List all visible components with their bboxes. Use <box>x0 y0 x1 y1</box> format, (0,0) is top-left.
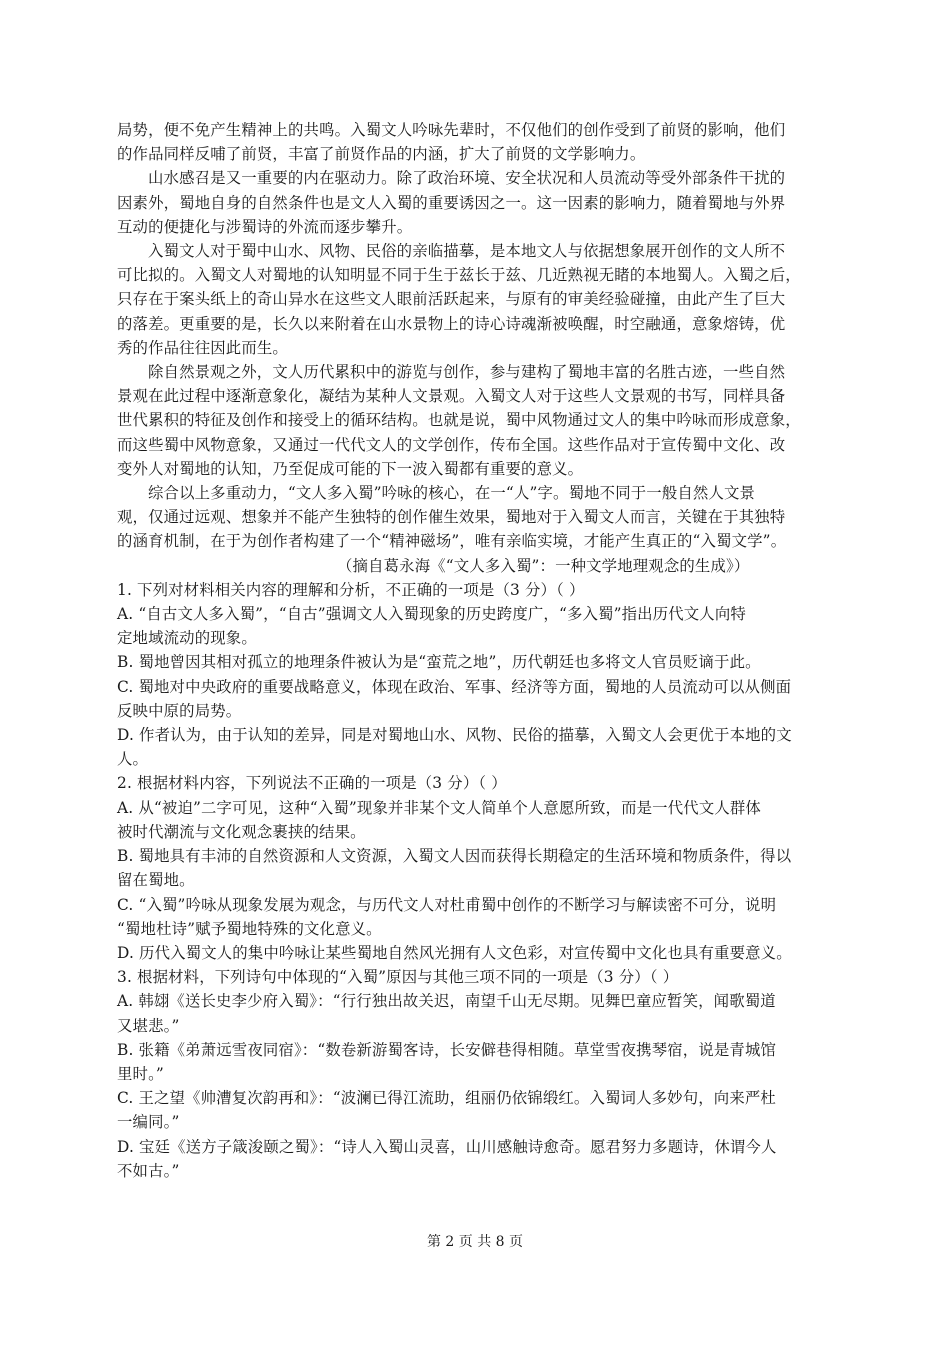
option-line: A. 从“被迫”二字可见，这种“入蜀”现象并非某个文人简单个人意愿所致，而是一代代文人群体 <box>117 798 761 817</box>
text-line: 的涵育机制，在于为创作者构建了一个“精神磁场”，唯有亲临实境，才能产生真正的“入蜀文学”。 <box>117 532 787 551</box>
text-line: 可比拟的。入蜀文人对蜀地的认知明显不同于生于兹长于兹、几近熟视无睹的本地蜀人。入蜀之后， <box>117 266 801 285</box>
text-line: 景观在此过程中逐渐意象化，凝结为某种人文景观。入蜀文人对于这些人文景观的书写，同样具备 <box>117 387 786 406</box>
page-number: 第 2 页 共 8 页 <box>426 1234 524 1250</box>
option-d[interactable] <box>117 1135 837 1183</box>
text-line: 入蜀文人对于蜀中山水、风物、民俗的亲临描摹，是本地文人与依据想象展开创作的文人所不 <box>148 242 786 261</box>
question-stem: 2. 根据材料内容，下列说法不正确的一项是（3 分）（ ） <box>117 774 507 793</box>
option-line: 定地域流动的现象。 <box>117 629 257 648</box>
text-line: 只存在于案头纸上的奇山异水在这些文人眼前活跃起来，与原有的审美经验碰撞，由此产生了巨大 <box>117 290 786 309</box>
paragraph-1 <box>117 118 837 166</box>
option-line: D. 宝廷《送方子箴浚颐之蜀》：“诗人入蜀山灵喜，山川感触诗愈奇。愿君努力多题诗，休谓今人 <box>117 1137 777 1156</box>
text-line: 互动的便捷化与涉蜀诗的外流而逐步攀升。 <box>117 217 413 236</box>
option-line: 留在蜀地。 <box>117 871 195 890</box>
option-a[interactable] <box>117 989 837 1037</box>
option-line: C. 蜀地对中央政府的重要战略意义，体现在政治、军事、经济等方面，蜀地的人员流动可以从侧面 <box>117 677 792 696</box>
text-line: 因素外，蜀地自身的自然条件也是文人入蜀的重要诱因之一。这一因素的影响力，随着蜀地与外界 <box>117 193 786 212</box>
option-line: B. 张籍《弟萧远雪夜同宿》：“数卷新游蜀客诗，长安僻巷得相随。草堂雪夜携琴宿，说是青城馆 <box>117 1040 777 1059</box>
text-line: 变外人对蜀地的认知，乃至促成可能的下一波入蜀都有重要的意义。 <box>117 459 584 478</box>
paragraph-4 <box>117 360 837 481</box>
option-line: 被时代潮流与文化观念裹挟的结果。 <box>117 822 366 841</box>
option-b[interactable] <box>117 844 837 892</box>
text-line: 的落差。更重要的是，长久以来附着在山水景物上的诗心诗魂渐被唤醒，时空融通，意象熔铸，优 <box>117 314 786 333</box>
option-line: 里时。” <box>117 1064 164 1083</box>
text-line: 的作品同样反哺了前贤，丰富了前贤作品的内涵，扩大了前贤的文学影响力。 <box>117 145 646 164</box>
document-page <box>117 118 837 1183</box>
option-line: C. “入蜀”吟咏从现象发展为观念，与历代文人对杜甫蜀中创作的不断学习与解读密不可分，说明 <box>117 895 777 914</box>
question-2 <box>117 771 837 965</box>
question-stem: 3. 根据材料，下列诗句中体现的“入蜀”原因与其他三项不同的一项是（3 分）（ ） <box>117 968 679 987</box>
option-line: “蜀地杜诗”赋予蜀地特殊的文化意义。 <box>117 919 382 938</box>
option-line: D. 作者认为，由于认知的差异，同是对蜀地山水、风物、民俗的描摹，入蜀文人会更优于本地的文 <box>117 726 792 745</box>
text-line: 局势，便不免产生精神上的共鸣。入蜀文人吟咏先辈时，不仅他们的创作受到了前贤的影响，他们 <box>117 121 786 139</box>
question-stem: 1. 下列对材料相关内容的理解和分析，不正确的一项是（3 分）（ ） <box>117 580 585 599</box>
option-line: 不如古。” <box>117 1161 180 1180</box>
option-c[interactable] <box>117 675 837 723</box>
option-b[interactable] <box>117 1038 837 1086</box>
paragraph-3 <box>117 239 837 360</box>
option-line: B. 蜀地曾因其相对孤立的地理条件被认为是“蛮荒之地”，历代朝廷也多将文人官员贬谪于此。 <box>117 653 761 672</box>
question-1 <box>117 578 837 772</box>
option-c[interactable] <box>117 1086 837 1134</box>
text-line: 观，仅通过远观、想象并不能产生独特的创作催生效果，蜀地对于入蜀文人而言，关键在于其独特 <box>117 508 786 527</box>
text-line: 山水感召是又一重要的内在驱动力。除了政治环境、安全状况和人员流动等受外部条件干扰的 <box>148 169 786 188</box>
option-line: B. 蜀地具有丰沛的自然资源和人文资源，入蜀文人因而获得长期稳定的生活环境和物质条件，得以 <box>117 847 792 866</box>
option-line: C. 王之望《帅漕复次韵再和》：“波澜已得江流助，组丽仍依锦缎红。入蜀词人多妙句，向来严杜 <box>117 1089 776 1108</box>
text-line: 世代累积的特征及创作和接受上的循环结构。也就是说，蜀中风物通过文人的集中吟咏而形成意象， <box>117 411 801 430</box>
question-3 <box>117 965 837 1183</box>
text-line: 综合以上多重动力，“文人多入蜀”吟咏的核心，在一“人”字。蜀地不同于一般自然人文景 <box>148 484 756 503</box>
option-line: D. 历代入蜀文人的集中吟咏让某些蜀地自然风光拥有人文色彩，对宣传蜀中文化也具有重要意义。 <box>117 943 792 962</box>
option-d[interactable] <box>117 941 837 965</box>
option-line: 人。 <box>117 750 149 769</box>
option-a[interactable] <box>117 602 837 650</box>
option-d[interactable] <box>117 723 837 771</box>
source-citation: （摘自葛永海《“文人多入蜀”：一种文学地理观念的生成》） <box>337 556 750 575</box>
text-line: 而这些蜀中风物意象，又通过一代代文人的文学创作，传布全国。这些作品对于宣传蜀中文化、改 <box>117 435 786 454</box>
option-line: 反映中原的局势。 <box>117 701 242 720</box>
text-line: 除自然景观之外，文人历代累积中的游览与创作，参与建构了蜀地丰富的名胜古迹，一些自然 <box>148 363 786 382</box>
option-b[interactable] <box>117 650 837 674</box>
text-line: 秀的作品往往因此而生。 <box>117 338 288 357</box>
option-line: A. 韩翃《送长史李少府入蜀》：“行行独出故关迟，南望千山无尽期。见舞巴童应暂笑，闻歌蜀道 <box>117 992 776 1011</box>
option-line: 一编同。” <box>117 1113 180 1132</box>
page-footer <box>0 1232 950 1252</box>
option-line: 又堪悲。” <box>117 1016 180 1035</box>
option-a[interactable] <box>117 796 837 844</box>
option-c[interactable] <box>117 893 837 941</box>
paragraph-2 <box>117 166 837 239</box>
option-line: A. “自古文人多入蜀”，“自古”强调文人入蜀现象的历史跨度广，“多入蜀”指出历代文人向特 <box>117 605 746 624</box>
paragraph-5 <box>117 481 837 554</box>
